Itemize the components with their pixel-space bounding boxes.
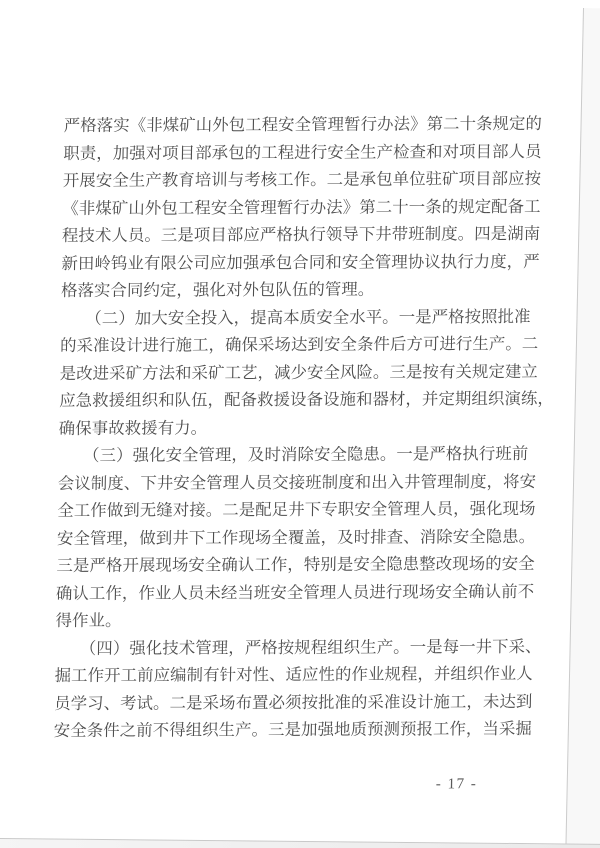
page-edge-right	[564, 8, 600, 848]
text-line: 安全条件之前不得组织生产。三是加强地质预测预报工作，当采掘	[53, 718, 533, 741]
page-edge-bottom	[0, 838, 600, 848]
text-line: （四）强化技术管理，严格按规程组织生产。一是每一井下采、	[54, 636, 542, 658]
text-line: 三是严格开展现场安全确认工作，特别是安全隐患整改现场的安全	[56, 553, 535, 576]
text-line: 确保事故救援有力。	[58, 417, 208, 438]
text-line: 确认工作，作业人员未经当班安全管理人员进行现场安全确认前不	[55, 581, 535, 603]
page-number: - 17 -	[435, 776, 478, 793]
text-line: 会议制度、下井安全管理人员交接班制度和出入井管理制度，将安	[57, 471, 537, 493]
document-body	[52, 110, 558, 812]
text-line: 新田岭钨业有限公司应加强承包合同和安全管理协议执行力度，严	[61, 251, 540, 273]
text-line: 严格落实《非煤矿山外包工程安全管理暂行办法》第二十条规定的	[63, 113, 543, 136]
text-line: 得作业。	[55, 610, 122, 631]
text-line: 《非煤矿山外包工程安全管理暂行办法》第二十一条的规定配备工	[62, 196, 541, 218]
text-line: 掘工作开工前应编制有针对性、适应性的作业规程，并组织作业人	[54, 663, 534, 686]
text-line: 程技术人员。三是项目部应严格执行领导下井带班制度。四是湖南	[61, 223, 541, 246]
text-line: 全工作做到无缝对接。二是配足井下专职安全管理人员，强化现场	[57, 498, 536, 521]
text-line: （三）强化安全管理，及时消除安全隐患。一是严格执行班前	[58, 443, 529, 466]
text-line: 应急救援组织和队伍，配备救援设备设施和器材，并定期组织演练，	[59, 388, 555, 411]
text-line: （二）加大安全投入，提高本质安全水平。一是严格按照批准	[60, 306, 531, 328]
text-line: 安全管理，做到井下工作现场全覆盖，及时排查、消除安全隐患。	[56, 526, 536, 548]
text-line: 员学习、考试。二是采场布置必须按批准的采准设计施工，未达到	[54, 691, 533, 713]
text-line: 职责，加强对项目部承包的工程进行安全生产检查和对项目部人员	[63, 141, 542, 163]
text-line: 的采准设计进行施工，确保采场达到安全条件后方可进行生产。二	[59, 333, 539, 356]
text-line: 格落实合同约定，强化对外包队伍的管理。	[60, 279, 375, 301]
text-line: 开展安全生产教育培训与考核工作。二是承包单位驻矿项目部应按	[62, 168, 542, 191]
text-line: 是改进采矿方法和采矿工艺，减少安全风险。三是按有关规定建立	[59, 361, 539, 383]
